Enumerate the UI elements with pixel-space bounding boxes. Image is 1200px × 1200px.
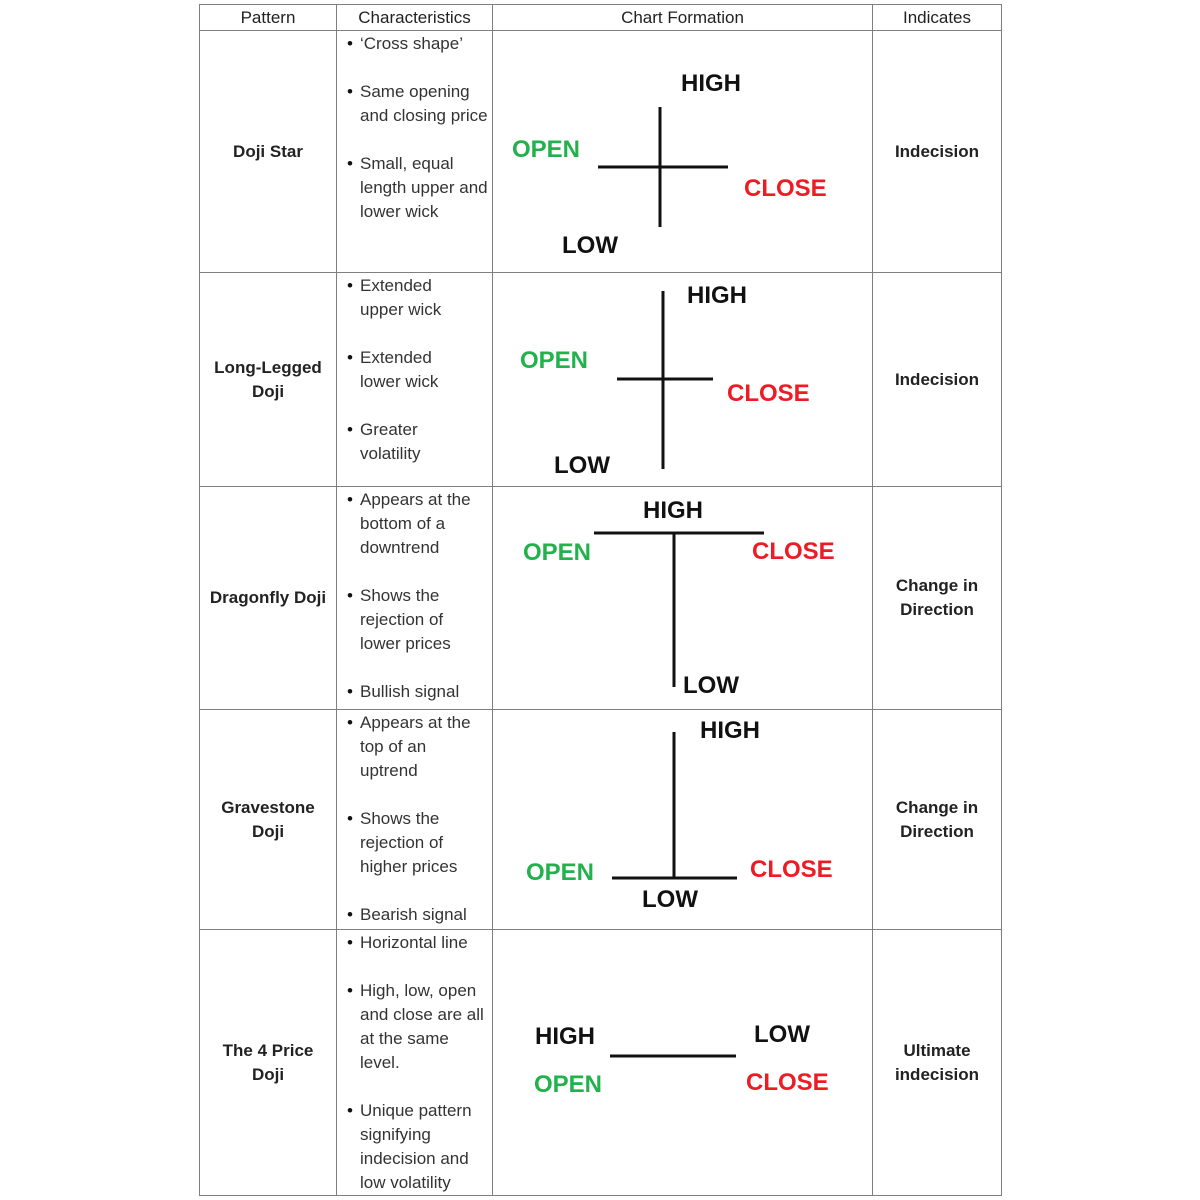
list-item: • Unique pattern signifying indecision and low volatility [345, 1099, 488, 1195]
chart-formation-cell [493, 487, 873, 710]
list-item: • Appears at the bottom of a downtrend [345, 488, 488, 560]
indicates-value: Change in Direction [895, 797, 979, 841]
close-label: CLOSE [752, 538, 835, 565]
indicates-cell [873, 930, 1002, 1196]
list-item: • Small, equal length upper and lower wick [345, 152, 488, 224]
table-row [200, 930, 1002, 1196]
chart-formation-cell [493, 273, 873, 487]
list-item: • Greater volatility [345, 418, 466, 466]
list-item: • Shows the rejection of higher prices [345, 807, 488, 879]
pattern-name-cell [200, 273, 337, 487]
characteristics-list [337, 31, 492, 224]
characteristics-list [337, 273, 492, 466]
header-indicates: Indicates [873, 5, 1002, 31]
list-item: • Appears at the top of an uptrend [345, 711, 488, 783]
indicates-value: Change in Direction [895, 576, 979, 619]
header-characteristics: Characteristics [337, 5, 493, 31]
close-label: CLOSE [746, 1069, 829, 1096]
indicates-cell [873, 487, 1002, 710]
close-label: CLOSE [727, 380, 810, 407]
list-item: • Bullish signal [345, 680, 488, 704]
characteristics-cell [337, 710, 493, 930]
doji-star-chart [493, 31, 873, 272]
four-price-doji-chart [493, 930, 873, 1195]
characteristics-cell [337, 273, 493, 487]
pattern-name: The 4 Price Doji [222, 1040, 314, 1084]
list-item: • Extended upper wick [345, 274, 466, 322]
open-label: OPEN [523, 539, 592, 566]
list-item: • Shows the rejection of lower prices [345, 584, 488, 656]
table-row [200, 31, 1002, 273]
header-chart-formation: Chart Formation [493, 5, 873, 31]
chart-formation-cell [493, 930, 873, 1196]
indicates-value: Indecision [894, 369, 980, 389]
list-item: • Same opening and closing price [345, 80, 488, 128]
header-pattern: Pattern [200, 5, 337, 31]
chart-formation-cell [493, 710, 873, 930]
pattern-name-cell [200, 31, 337, 273]
list-item: • Extended lower wick [345, 346, 466, 394]
high-label: HIGH [687, 282, 747, 309]
characteristics-cell [337, 930, 493, 1196]
high-label: HIGH [681, 70, 741, 97]
indicates-cell [873, 31, 1002, 273]
low-label: LOW [642, 886, 698, 913]
low-label: LOW [683, 672, 739, 699]
list-item: • High, low, open and close are all at the same level. [345, 979, 488, 1075]
indicates-cell [873, 710, 1002, 930]
open-label: OPEN [512, 136, 581, 163]
long-legged-doji-chart [493, 273, 873, 486]
chart-formation-cell [493, 31, 873, 273]
close-label: CLOSE [744, 175, 827, 202]
pattern-name: Gravestone Doji [221, 797, 315, 841]
characteristics-list [337, 710, 492, 927]
indicates-value: Indecision [894, 141, 980, 161]
pattern-name-cell [200, 930, 337, 1196]
doji-patterns-table [199, 4, 1002, 1196]
list-item: • Horizontal line [345, 931, 488, 955]
characteristics-cell [337, 31, 493, 273]
table-row [200, 710, 1002, 930]
pattern-name: Long-Legged Doji [214, 357, 322, 401]
dragonfly-doji-chart [493, 487, 873, 709]
characteristics-cell [337, 487, 493, 710]
gravestone-doji-chart [493, 710, 873, 929]
characteristics-list [337, 487, 492, 704]
pattern-name: Dragonfly Doji [209, 588, 327, 607]
pattern-name-cell [200, 710, 337, 930]
open-label: OPEN [526, 859, 595, 886]
pattern-name-cell [200, 487, 337, 710]
list-item: • Bearish signal [345, 903, 488, 927]
header-row [200, 5, 1002, 31]
table-row [200, 487, 1002, 710]
high-label: HIGH [700, 717, 760, 744]
characteristics-list [337, 930, 492, 1195]
pattern-name: Doji Star [233, 141, 303, 161]
low-label: LOW [754, 1021, 810, 1048]
close-label: CLOSE [750, 856, 833, 883]
open-label: OPEN [534, 1071, 603, 1098]
low-label: LOW [554, 452, 610, 479]
indicates-value: Ultimate indecision [894, 1040, 980, 1084]
open-label: OPEN [520, 347, 589, 374]
high-label: HIGH [535, 1023, 595, 1050]
high-label: HIGH [643, 497, 703, 524]
table-row [200, 273, 1002, 487]
list-item: • ‘Cross shape’ [345, 32, 488, 56]
low-label: LOW [562, 232, 618, 259]
indicates-cell [873, 273, 1002, 487]
